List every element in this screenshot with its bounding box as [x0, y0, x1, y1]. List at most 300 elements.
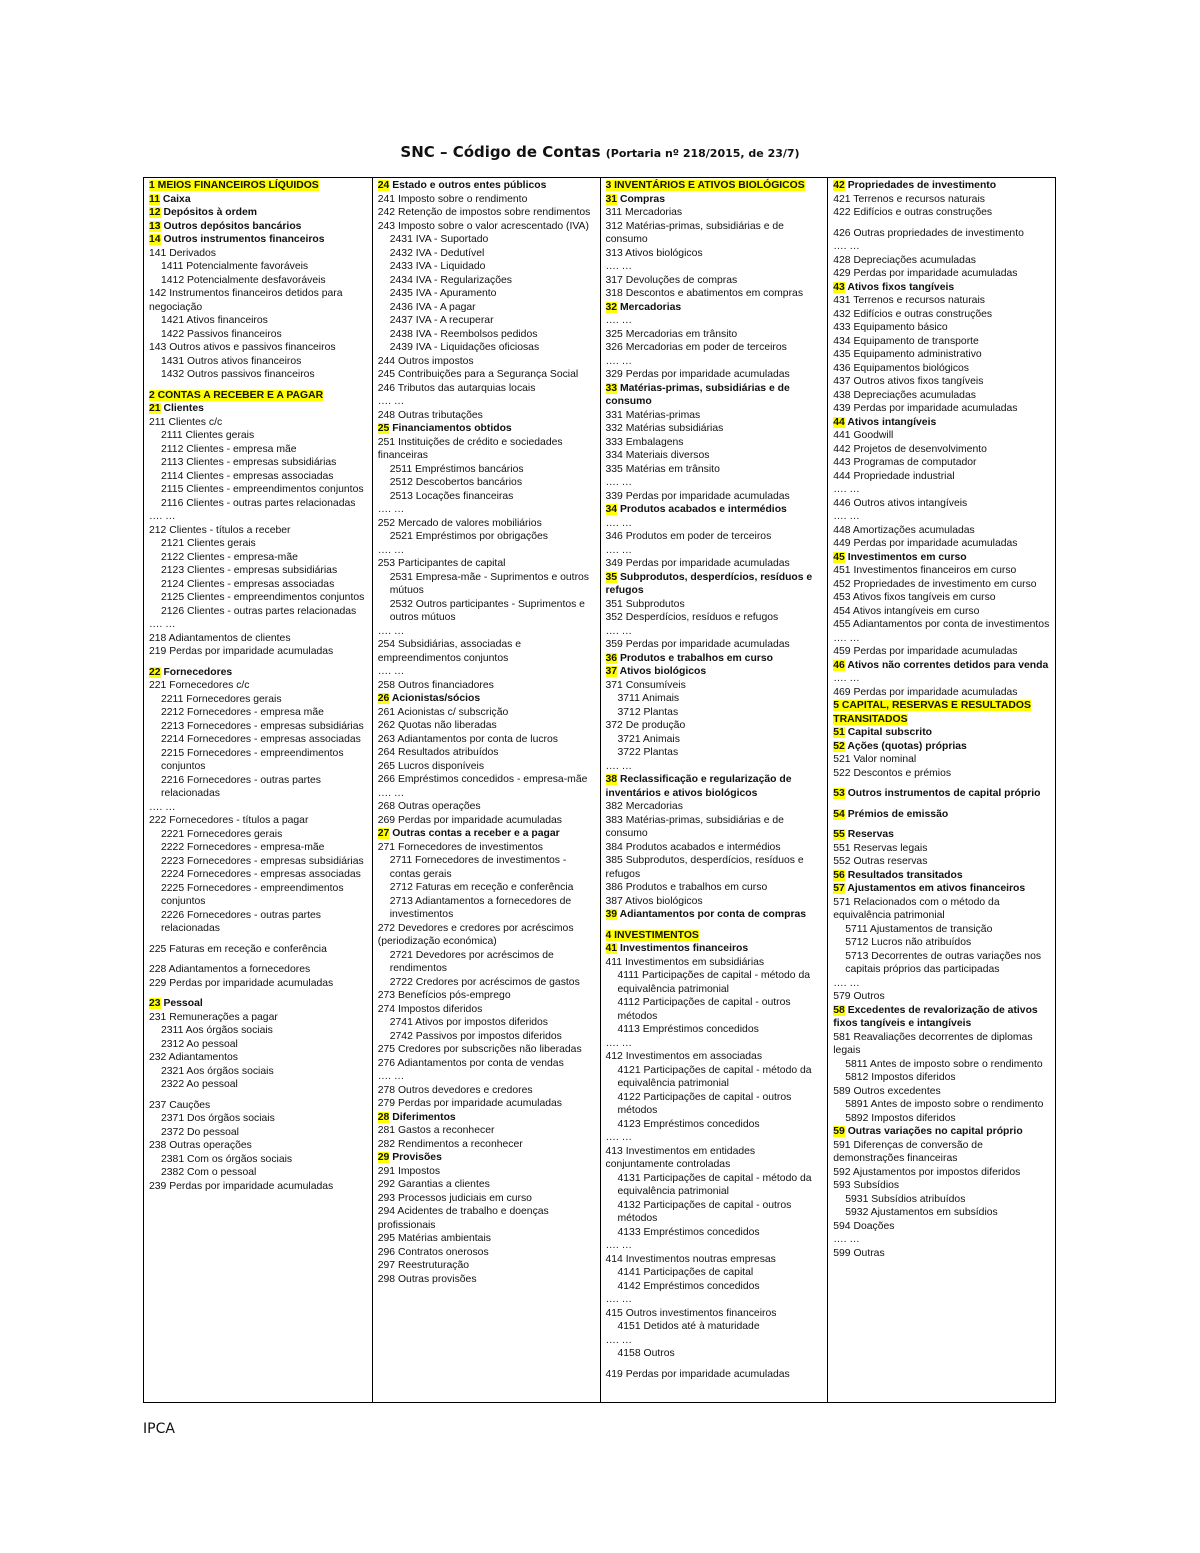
- account-line: 5713 Decorrentes de outras variações nos capitais próprios das participadas: [845, 950, 1042, 975]
- account-line: 296 Contratos onerosos: [377, 1246, 489, 1258]
- account-line: 359 Perdas por imparidade acumuladas: [605, 639, 790, 650]
- account-line: 2371 Dos órgãos sociais: [161, 1113, 275, 1124]
- account-line: 3721 Animais: [617, 733, 680, 745]
- account-number: 25: [377, 423, 390, 434]
- account-line: 237 Cauções: [149, 1099, 211, 1111]
- account-line: …. …: [605, 1132, 633, 1143]
- account-line: 329 Perdas por imparidade acumuladas: [605, 369, 790, 380]
- account-number: 12: [149, 207, 161, 218]
- account-group: 36 Produtos e trabalhos em curso: [605, 652, 773, 664]
- account-group: 45 Investimentos em curso: [833, 551, 967, 563]
- account-number: 54: [833, 808, 845, 820]
- account-line: 382 Mercadorias: [605, 801, 683, 812]
- account-number: 55: [833, 829, 845, 840]
- account-group: 58 Excedentes de revalorização de ativos fixos tangíveis e intangíveis: [833, 1004, 1038, 1029]
- account-group: 53 Outros instrumentos de capital próprio: [833, 788, 1041, 799]
- account-line: 248 Outras tributações: [377, 409, 483, 421]
- account-line: 2521 Empréstimos por obrigações: [389, 531, 548, 542]
- account-line: 5711 Ajustamentos de transição: [845, 923, 993, 935]
- account-line: 448 Amortizações acumuladas: [833, 524, 975, 536]
- account-line: 386 Produtos e trabalhos em curso: [605, 882, 768, 893]
- account-line: 219 Perdas por imparidade acumuladas: [149, 646, 334, 657]
- account-line: 3712 Plantas: [617, 706, 679, 718]
- page-title: [0, 143, 1200, 161]
- accounts-table: [143, 177, 1056, 1403]
- account-line: 313 Ativos biológicos: [605, 247, 703, 259]
- column-2: [372, 178, 600, 1402]
- account-line: 436 Equipamentos biológicos: [833, 362, 969, 374]
- account-line: 1431 Outros ativos financeiros: [161, 355, 302, 367]
- account-line: 245 Contribuições para a Segurança Social: [377, 369, 579, 380]
- account-line: 579 Outros: [833, 991, 885, 1002]
- account-line: 312 Matérias-primas, subsidiárias e de consumo: [605, 220, 784, 245]
- account-line: 298 Outras provisões: [377, 1273, 477, 1285]
- account-line: 571 Relacionados com o método da equivalência patrimonial: [833, 896, 1000, 921]
- account-line: …. …: [833, 511, 860, 522]
- account-line: 551 Reservas legais: [833, 842, 928, 854]
- account-line: 2121 Clientes gerais: [161, 538, 256, 549]
- account-number: 38: [605, 774, 618, 785]
- account-line: 521 Valor nominal: [833, 754, 917, 765]
- account-line: 433 Equipamento básico: [833, 322, 948, 333]
- account-line: 4158 Outros: [617, 1348, 675, 1359]
- account-number: 41: [605, 943, 618, 954]
- account-number: 34: [605, 504, 618, 515]
- account-line: 422 Edifícios e outras construções: [833, 207, 993, 218]
- account-line: 278 Outros devedores e credores: [377, 1084, 533, 1096]
- account-line: 2372 Do pessoal: [161, 1126, 239, 1138]
- account-number: 57: [833, 883, 845, 894]
- account-line: 276 Adiantamentos por conta de vendas: [377, 1057, 564, 1069]
- account-line: 252 Mercado de valores mobiliários: [377, 517, 542, 529]
- account-line: 2711 Fornecedores de investimentos - contas gerais: [389, 855, 567, 880]
- account-line: 239 Perdas por imparidade acumuladas: [149, 1180, 334, 1192]
- account-group: 32 Mercadorias: [605, 301, 682, 313]
- account-group: 24 Estado e outros entes públicos: [377, 180, 547, 191]
- account-line: 349 Perdas por imparidade acumuladas: [605, 558, 790, 569]
- account-number: 59: [833, 1126, 845, 1137]
- account-line: 594 Doações: [833, 1220, 895, 1232]
- account-number: 13: [149, 220, 161, 232]
- account-line: 232 Adiantamentos: [149, 1052, 238, 1063]
- account-line: 279 Perdas por imparidade acumuladas: [377, 1098, 563, 1109]
- account-line: …. …: [605, 1037, 633, 1049]
- account-line: …. …: [833, 977, 860, 989]
- account-line: 4111 Participações de capital - método da equivalência patrimonial: [617, 970, 811, 995]
- account-line: 225 Faturas em receção e conferência: [149, 943, 327, 955]
- account-line: 415 Outros investimentos financeiros: [605, 1307, 777, 1319]
- account-group: 26 Acionistas/sócios: [377, 693, 481, 704]
- account-line: …. …: [377, 625, 405, 637]
- account-line: 1432 Outros passivos financeiros: [161, 369, 315, 380]
- account-number: 32: [605, 301, 618, 313]
- account-line: 272 Devedores e credores por acréscimos (periodização económica): [377, 922, 574, 947]
- account-line: 2439 IVA - Liquidações oficiosas: [389, 342, 540, 353]
- account-line: 414 Investimentos noutras empresas: [605, 1253, 776, 1265]
- account-line: 5931 Subsídios atribuídos: [845, 1193, 966, 1205]
- account-line: 4151 Detidos até à maturidade: [617, 1321, 760, 1332]
- account-line: 2322 Ao pessoal: [161, 1079, 238, 1090]
- account-line: 292 Garantias a clientes: [377, 1179, 490, 1190]
- account-group: 31 Compras: [605, 193, 665, 205]
- account-line: 412 Investimentos em associadas: [605, 1051, 763, 1062]
- account-line: …. …: [605, 315, 633, 326]
- account-line: 2741 Ativos por impostos diferidos: [389, 1017, 549, 1028]
- account-line: 1422 Passivos financeiros: [161, 328, 282, 340]
- account-line: 1412 Potencialmente desfavoráveis: [161, 274, 326, 286]
- account-group: 23 Pessoal: [149, 998, 203, 1009]
- account-group: 55 Reservas: [833, 829, 894, 840]
- account-line: 352 Desperdícios, resíduos e refugos: [605, 612, 779, 623]
- account-group: 14 Outros instrumentos financeiros: [149, 234, 325, 245]
- account-line: …. …: [377, 396, 405, 407]
- account-line: 2438 IVA - Reembolsos pedidos: [389, 328, 538, 340]
- account-line: 435 Equipamento administrativo: [833, 349, 982, 360]
- account-line: 2436 IVA - A pagar: [389, 301, 476, 313]
- account-line: 238 Outras operações: [149, 1140, 252, 1151]
- account-line: 4131 Participações de capital - método da equivalência patrimonial: [617, 1172, 812, 1197]
- account-line: 431 Terrenos e recursos naturais: [833, 295, 985, 306]
- account-line: 4123 Empréstimos concedidos: [617, 1118, 760, 1130]
- account-number: 14: [149, 234, 161, 245]
- account-group: 41 Investimentos financeiros: [605, 943, 749, 954]
- account-number: 27: [377, 828, 390, 839]
- account-line: 295 Matérias ambientais: [377, 1233, 491, 1244]
- account-line: 253 Participantes de capital: [377, 558, 506, 569]
- account-line: 311 Mercadorias: [605, 207, 683, 218]
- section-heading-text: 1 MEIOS FINANCEIROS LÍQUIDOS: [149, 180, 319, 191]
- account-line: …. …: [605, 1240, 633, 1251]
- account-number: 51: [833, 727, 845, 738]
- account-line: 325 Mercadorias em trânsito: [605, 328, 738, 340]
- account-line: …. …: [605, 355, 633, 367]
- account-line: 254 Subsidiárias, associadas e empreendimentos conjuntos: [377, 639, 521, 664]
- account-line: 589 Outros excedentes: [833, 1085, 941, 1097]
- account-line: 5892 Impostos diferidos: [845, 1112, 956, 1124]
- account-line: 2512 Descobertos bancários: [389, 477, 523, 488]
- account-line: 261 Acionistas c/ subscrição: [377, 706, 509, 718]
- account-line: 5932 Ajustamentos em subsídios: [845, 1207, 998, 1218]
- section-heading-text: 4 INVESTIMENTOS: [605, 929, 699, 941]
- account-number: 45: [833, 551, 845, 563]
- account-line: 294 Acidentes de trabalho e doenças profissionais: [377, 1206, 549, 1231]
- account-line: 387 Ativos biológicos: [605, 895, 703, 907]
- account-line: 426 Outras propriedades de investimento: [833, 227, 1024, 239]
- account-line: 432 Edifícios e outras construções: [833, 308, 993, 320]
- account-line: 2435 IVA - Apuramento: [389, 288, 497, 299]
- account-line: 2111 Clientes gerais: [161, 430, 255, 441]
- account-line: 339 Perdas por imparidade acumuladas: [605, 490, 790, 502]
- account-line: 218 Adiantamentos de clientes: [149, 632, 291, 644]
- account-line: 2222 Fornecedores - empresa-mãe: [161, 842, 325, 853]
- account-line: 271 Fornecedores de investimentos: [377, 841, 543, 853]
- account-number: 44: [833, 416, 845, 428]
- account-line: 2125 Clientes - empreendimentos conjuntos: [161, 592, 365, 603]
- account-number: 26: [377, 693, 390, 704]
- account-group: 51 Capital subscrito: [833, 727, 932, 738]
- account-line: 273 Benefícios pós-emprego: [377, 990, 511, 1001]
- account-line: …. …: [605, 517, 633, 529]
- account-line: 441 Goodwill: [833, 430, 894, 441]
- account-line: 2531 Empresa-mãe - Suprimentos e outros mútuos: [389, 571, 589, 596]
- account-number: 37: [605, 666, 618, 677]
- account-line: 229 Perdas por imparidade acumuladas: [149, 977, 334, 989]
- account-line: 383 Matérias-primas, subsidiárias e de consumo: [605, 814, 784, 839]
- account-line: 451 Investimentos financeiros em curso: [833, 565, 1017, 576]
- account-number: 22: [149, 666, 161, 678]
- account-line: 2215 Fornecedores - empreendimentos conjuntos: [161, 747, 344, 772]
- account-line: 141 Derivados: [149, 247, 217, 259]
- account-line: 258 Outros financiadores: [377, 679, 494, 691]
- account-line: 297 Reestruturação: [377, 1260, 470, 1271]
- account-group: 21 Clientes: [149, 403, 204, 414]
- account-number: 39: [605, 909, 618, 920]
- account-group: 57 Ajustamentos em ativos financeiros: [833, 883, 1026, 894]
- account-line: 2213 Fornecedores - empresas subsidiárias: [161, 720, 364, 732]
- account-line: 241 Imposto sobre o rendimento: [377, 193, 528, 205]
- account-line: 228 Adiantamentos a fornecedores: [149, 964, 311, 975]
- account-line: 2115 Clientes - empreendimentos conjuntos: [161, 484, 364, 495]
- account-group: 28 Diferimentos: [377, 1111, 456, 1123]
- account-line: 317 Devoluções de compras: [605, 274, 738, 286]
- account-line: 2511 Empréstimos bancários: [389, 463, 524, 475]
- account-line: 318 Descontos e abatimentos em compras: [605, 288, 804, 299]
- account-line: 2223 Fornecedores - empresas subsidiárias: [161, 855, 364, 867]
- account-line: 437 Outros ativos fixos tangíveis: [833, 376, 984, 387]
- account-line: 1411 Potencialmente favoráveis: [161, 261, 309, 272]
- account-line: 2122 Clientes - empresa-mãe: [161, 551, 298, 563]
- account-line: 2112 Clientes - empresa mãe: [161, 443, 297, 455]
- account-line: 2742 Passivos por impostos diferidos: [389, 1030, 562, 1042]
- account-line: 459 Perdas por imparidade acumuladas: [833, 646, 1018, 657]
- title-subtitle: (Portaria nº 218/2015, de 23/7): [605, 147, 800, 160]
- account-line: 3711 Animais: [617, 693, 680, 704]
- account-line: 2126 Clientes - outras partes relacionadas: [161, 605, 357, 617]
- account-line: 453 Ativos fixos tangíveis em curso: [833, 592, 996, 603]
- account-number: 53: [833, 788, 845, 799]
- account-line: 446 Outros ativos intangíveis: [833, 497, 968, 509]
- account-line: 5811 Antes de imposto sobre o rendimento: [845, 1058, 1043, 1070]
- account-line: 263 Adiantamentos por conta de lucros: [377, 733, 558, 745]
- account-line: 4113 Empréstimos concedidos: [617, 1024, 759, 1035]
- account-group: 37 Ativos biológicos: [605, 666, 707, 677]
- account-line: 2221 Fornecedores gerais: [161, 828, 283, 840]
- account-line: 434 Equipamento de transporte: [833, 335, 979, 347]
- account-group: 39 Adiantamentos por conta de compras: [605, 909, 807, 920]
- account-line: 2212 Fornecedores - empresa mãe: [161, 707, 324, 718]
- account-line: 351 Subprodutos: [605, 598, 685, 610]
- account-line: 413 Investimentos em entidades conjuntamente controladas: [605, 1145, 756, 1170]
- account-line: 222 Fornecedores - títulos a pagar: [149, 815, 309, 826]
- account-line: 333 Embalagens: [605, 436, 684, 448]
- account-line: …. …: [149, 511, 176, 522]
- account-line: 332 Matérias subsidiárias: [605, 423, 724, 434]
- account-line: 428 Depreciações acumuladas: [833, 254, 976, 266]
- account-line: 2712 Faturas em receção e conferência: [389, 882, 574, 893]
- account-line: 243 Imposto sobre o valor acrescentado (IVA): [377, 220, 589, 232]
- account-line: 443 Programas de computador: [833, 457, 977, 468]
- account-line: 2437 IVA - A recuperar: [389, 315, 494, 326]
- account-line: 2225 Fornecedores - empreendimentos conjuntos: [161, 882, 344, 907]
- account-line: 212 Clientes - títulos a receber: [149, 524, 291, 536]
- account-number: 58: [833, 1004, 845, 1016]
- footer-label: IPCA: [143, 1421, 175, 1437]
- account-number: 42: [833, 180, 845, 191]
- account-line: …. …: [833, 673, 860, 684]
- column-1: [144, 178, 372, 1402]
- account-line: 371 Consumíveis: [605, 679, 686, 691]
- account-group: 59 Outras variações no capital próprio: [833, 1126, 1023, 1137]
- account-number: 33: [605, 382, 618, 394]
- account-line: 421 Terrenos e recursos naturais: [833, 193, 985, 205]
- account-group: 35 Subprodutos, desperdícios, resíduos e refugos: [605, 571, 813, 596]
- account-line: 1421 Ativos financeiros: [161, 315, 268, 326]
- account-line: 293 Processos judiciais em curso: [377, 1192, 532, 1204]
- account-line: 266 Empréstimos concedidos - empresa-mãe: [377, 774, 588, 785]
- account-line: 2321 Aos órgãos sociais: [161, 1065, 274, 1077]
- account-line: 384 Produtos acabados e intermédios: [605, 841, 781, 853]
- account-line: 335 Matérias em trânsito: [605, 463, 720, 475]
- account-line: 2532 Outros participantes - Suprimentos e outros mútuos: [389, 598, 585, 623]
- section-heading: [149, 179, 369, 193]
- account-line: 438 Depreciações acumuladas: [833, 389, 976, 401]
- account-line: 4141 Participações de capital: [617, 1267, 754, 1278]
- account-line: …. …: [833, 241, 860, 252]
- account-number: 24: [377, 180, 390, 191]
- account-group: 11 Caixa: [149, 193, 191, 205]
- account-line: 5812 Impostos diferidos: [845, 1072, 956, 1083]
- section-heading-text: 2 CONTAS A RECEBER E A PAGAR: [149, 389, 324, 401]
- account-line: …. …: [605, 261, 633, 272]
- account-line: 262 Quotas não liberadas: [377, 720, 497, 731]
- account-line: 246 Tributos das autarquias locais: [377, 382, 536, 394]
- account-line: 142 Instrumentos financeiros detidos para negociação: [149, 288, 343, 313]
- account-line: 2513 Locações financeiras: [389, 490, 514, 502]
- account-number: 52: [833, 740, 845, 752]
- account-line: 2116 Clientes - outras partes relacionadas: [161, 497, 356, 509]
- account-line: 2123 Clientes - empresas subsidiárias: [161, 565, 338, 576]
- account-line: 444 Propriedade industrial: [833, 470, 955, 482]
- account-line: 331 Matérias-primas: [605, 409, 701, 421]
- account-number: 11: [149, 193, 160, 205]
- account-line: 2311 Aos órgãos sociais: [161, 1025, 273, 1036]
- account-number: 46: [833, 659, 845, 671]
- account-line: 2211 Fornecedores gerais: [161, 693, 282, 705]
- account-line: …. …: [377, 666, 405, 677]
- account-number: 21: [149, 403, 161, 414]
- account-line: 593 Subsídios: [833, 1180, 900, 1191]
- account-line: 442 Projetos de desenvolvimento: [833, 443, 987, 455]
- account-line: 275 Credores por subscrições não liberadas: [377, 1044, 582, 1055]
- account-line: 452 Propriedades de investimento em curso: [833, 578, 1037, 590]
- column-4: [827, 178, 1055, 1402]
- account-line: 2434 IVA - Regularizações: [389, 274, 513, 286]
- title-text: SNC – Código de Contas: [400, 143, 601, 161]
- account-line: 281 Gastos a reconhecer: [377, 1125, 495, 1136]
- account-line: 274 Impostos diferidos: [377, 1003, 483, 1015]
- account-line: …. …: [377, 544, 405, 556]
- account-line: 5891 Antes de imposto sobre o rendimento: [845, 1099, 1044, 1110]
- account-line: 269 Perdas por imparidade acumuladas: [377, 814, 563, 826]
- account-line: 231 Remunerações a pagar: [149, 1011, 278, 1023]
- account-line: 4122 Participações de capital - outros métodos: [617, 1091, 792, 1116]
- account-group: 22 Fornecedores: [149, 666, 233, 678]
- account-line: …. …: [605, 477, 633, 488]
- account-line: 2312 Ao pessoal: [161, 1038, 238, 1050]
- section-heading: [833, 699, 1052, 726]
- section-heading: [606, 179, 825, 193]
- account-line: …. …: [605, 544, 633, 556]
- account-line: …. …: [605, 1334, 633, 1346]
- account-line: …. …: [833, 1234, 860, 1245]
- section-heading: [606, 929, 825, 943]
- account-line: 326 Mercadorias em poder de terceiros: [605, 342, 787, 353]
- account-line: 2381 Com os órgãos sociais: [161, 1153, 293, 1165]
- account-line: 372 De produção: [605, 720, 686, 731]
- account-line: 3722 Plantas: [617, 747, 679, 758]
- account-group: 52 Ações (quotas) próprias: [833, 740, 967, 752]
- account-line: 2114 Clientes - empresas associadas: [161, 470, 334, 482]
- account-group: 44 Ativos intangíveis: [833, 416, 937, 428]
- account-group: 42 Propriedades de investimento: [833, 180, 997, 191]
- account-group: 29 Provisões: [377, 1152, 442, 1163]
- account-line: 454 Ativos intangíveis em curso: [833, 605, 980, 617]
- account-line: 2382 Com o pessoal: [161, 1167, 257, 1178]
- account-group: 46 Ativos não correntes detidos para venda: [833, 659, 1049, 671]
- account-line: 2216 Fornecedores - outras partes relacionadas: [161, 774, 321, 799]
- account-line: 2432 IVA - Dedutível: [389, 247, 485, 259]
- account-line: 449 Perdas por imparidade acumuladas: [833, 538, 1018, 549]
- account-group: 13 Outros depósitos bancários: [149, 220, 302, 232]
- account-number: 56: [833, 869, 845, 881]
- account-line: 2226 Fornecedores - outras partes relacionadas: [161, 909, 321, 934]
- account-line: 143 Outros ativos e passivos financeiros: [149, 342, 336, 353]
- account-line: 2214 Fornecedores - empresas associadas: [161, 734, 361, 745]
- account-line: 5712 Lucros não atribuídos: [845, 937, 972, 948]
- account-number: 43: [833, 281, 845, 293]
- account-line: 599 Outras: [833, 1247, 885, 1259]
- account-line: 2124 Clientes - empresas associadas: [161, 578, 335, 590]
- account-line: 429 Perdas por imparidade acumuladas: [833, 268, 1018, 279]
- account-line: 282 Rendimentos a reconhecer: [377, 1138, 523, 1150]
- account-line: 469 Perdas por imparidade acumuladas: [833, 686, 1018, 698]
- section-heading: [149, 389, 369, 403]
- account-line: …. …: [149, 801, 176, 813]
- account-group: 25 Financiamentos obtidos: [377, 423, 512, 434]
- section-heading-text: 3 INVENTÁRIOS E ATIVOS BIOLÓGICOS: [605, 180, 805, 191]
- account-line: …. …: [833, 484, 860, 495]
- account-line: 346 Produtos em poder de terceiros: [605, 531, 772, 542]
- account-line: 4112 Participações de capital - outros métodos: [617, 997, 791, 1022]
- account-number: 23: [149, 998, 161, 1009]
- account-line: …. …: [377, 504, 405, 515]
- account-number: 31: [605, 193, 618, 205]
- account-group: 33 Matérias-primas, subsidiárias e de consumo: [605, 382, 790, 407]
- account-line: 4121 Participações de capital - método da equivalência patrimonial: [617, 1064, 812, 1089]
- account-line: 2431 IVA - Suportado: [389, 234, 489, 245]
- account-line: 2722 Credores por acréscimos de gastos: [389, 976, 580, 988]
- account-line: 552 Outras reservas: [833, 856, 928, 867]
- account-group: 27 Outras contas a receber e a pagar: [377, 828, 560, 839]
- account-number: 29: [377, 1152, 390, 1163]
- account-line: …. …: [605, 760, 633, 772]
- account-line: 268 Outras operações: [377, 801, 481, 812]
- account-line: 2113 Clientes - empresas subsidiárias: [161, 457, 337, 468]
- account-line: 455 Adiantamentos por conta de investimentos: [833, 619, 1050, 630]
- account-line: …. …: [377, 1071, 405, 1082]
- account-line: 4133 Empréstimos concedidos: [617, 1226, 760, 1238]
- account-group: 38 Reclassificação e regularização de inventários e ativos biológicos: [605, 774, 792, 799]
